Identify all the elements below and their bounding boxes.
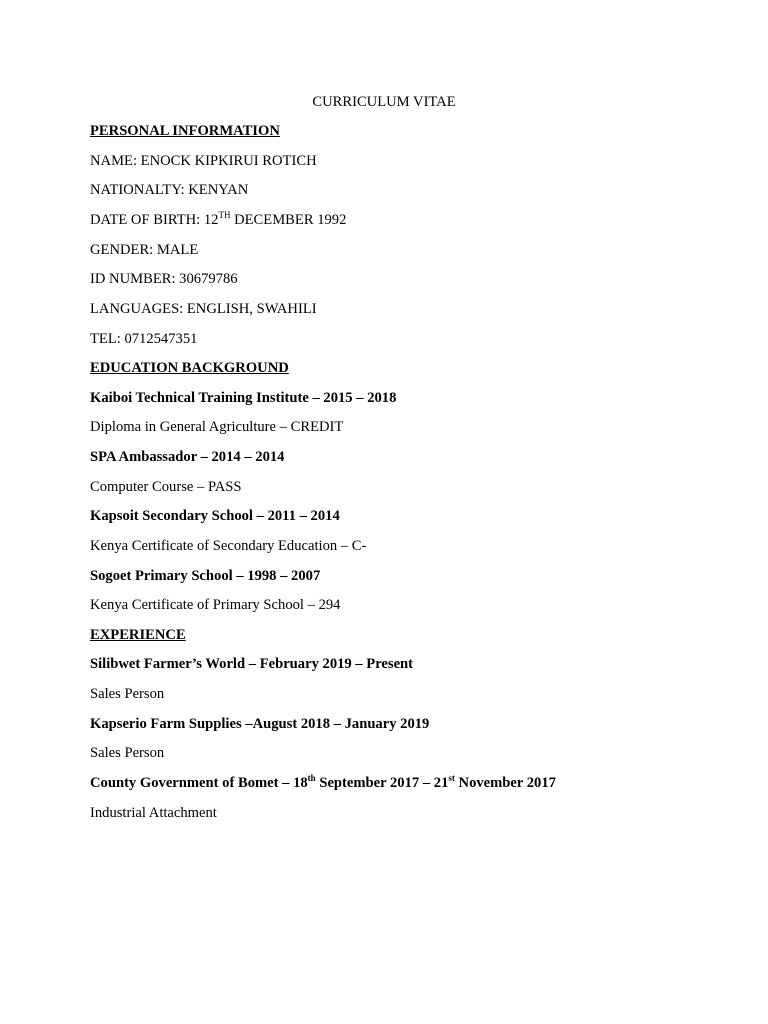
education-award: Kenya Certificate of Primary School – 294 [90,597,341,613]
education-award: Kenya Certificate of Secondary Education – C- [90,538,367,554]
county-text-part1: County Government of Bomet – 18 [90,775,308,791]
education-institution: Kaiboi Technical Training Institute – 2015 – 2018 [90,390,397,406]
name-field: NAME: ENOCK KIPKIRUI ROTICH [90,153,317,169]
gender-field: GENDER: MALE [90,242,199,258]
dob-prefix: DATE OF BIRTH: 12 [90,212,219,228]
dob-superscript: TH [218,210,231,220]
education-institution: SPA Ambassador – 2014 – 2014 [90,449,285,465]
nationality-field: NATIONALTY: KENYAN [90,182,249,198]
personal-information-heading: PERSONAL INFORMATION [90,123,280,139]
experience-role: Industrial Attachment [90,805,217,821]
education-institution: Sogoet Primary School – 1998 – 2007 [90,568,321,584]
education-award: Diploma in General Agriculture – CREDIT [90,419,344,435]
id-number-field: ID NUMBER: 30679786 [90,271,238,287]
document-title: CURRICULUM VITAE [312,94,456,110]
experience-role: Sales Person [90,686,165,702]
experience-employer-county [90,774,556,792]
date-of-birth-field [90,211,346,229]
education-background-heading: EDUCATION BACKGROUND [90,360,289,376]
education-award: Computer Course – PASS [90,479,242,495]
telephone-field: TEL: 0712547351 [90,331,198,347]
experience-role: Sales Person [90,745,165,761]
county-superscript-2: st [448,773,455,783]
experience-employer: Kapserio Farm Supplies –August 2018 – January 2019 [90,716,430,732]
languages-field: LANGUAGES: ENGLISH, SWAHILI [90,301,317,317]
county-text-part2: September 2017 – 21 [315,775,449,791]
county-text-part3: November 2017 [454,775,556,791]
experience-employer: Silibwet Farmer’s World – February 2019 – Present [90,656,414,672]
county-superscript-1: th [307,773,316,783]
dob-suffix: DECEMBER 1992 [230,212,347,228]
education-institution: Kapsoit Secondary School – 2011 – 2014 [90,508,340,524]
experience-heading: EXPERIENCE [90,627,186,643]
